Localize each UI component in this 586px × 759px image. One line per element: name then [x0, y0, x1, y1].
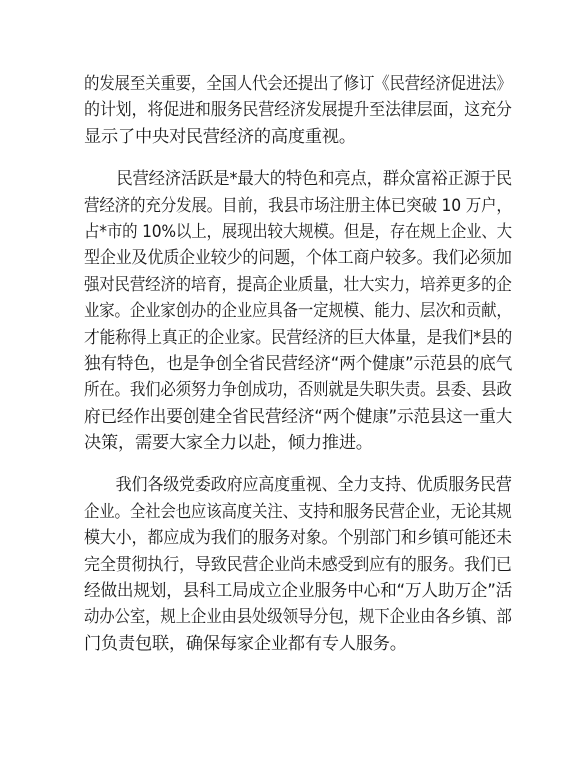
text-line: 经做出规划，县科工局成立企业服务中心和“万人助万企”活 — [84, 581, 513, 602]
text-line: 动办公室，规上企业由县处级领导分包，规下企业由各乡镇、部 — [84, 607, 512, 628]
text-line: 独有特色，也是争创全省民营经济“两个健康”示范县的底气 — [84, 353, 513, 374]
text-line: 才能称得上真正的企业家。民营经济的巨大体量，是我们*县的 — [84, 327, 513, 348]
text-line: 模大小，都应成为我们的服务对象。个别部门和乡镇可能还未 — [84, 528, 512, 549]
text-line: 占*市的 10%以上，展现出较大规模。但是，存在规上企业、大 — [84, 221, 512, 242]
text-line: 民营经济活跃是*最大的特色和亮点，群众富裕正源于民 — [84, 169, 513, 190]
text-line: 门负责包联，确保每家企业都有专人服务。 — [84, 633, 407, 654]
text-line: 业家。企业家创办的企业应具备一定规模、能力、层次和贡献， — [84, 301, 512, 322]
paragraph-gap — [84, 456, 512, 472]
text-line: 府已经作出要创建全省民营经济“两个健康”示范县这一重大 — [84, 406, 513, 427]
text-line: 企业。全社会也应该高度关注、支持和服务民营企业，无论其规 — [84, 501, 512, 522]
text-line: 营经济的充分发展。目前，我县市场注册主体已突破 10 万户， — [84, 195, 512, 216]
paragraph-gap — [84, 150, 512, 166]
text-line: 的发展至关重要，全国人代会还提出了修订《民营经济促进法》 — [84, 74, 512, 94]
paragraph-3 — [84, 472, 512, 657]
paragraph-1 — [84, 71, 512, 150]
text-line: 的计划，将促进和服务民营经济发展提升至法律层面，这充分 — [84, 100, 512, 121]
text-line: 显示了中央对民营经济的高度重视。 — [84, 126, 356, 147]
text-line: 所在。我们必须努力争创成功，否则就是失职失责。县委、县政 — [84, 380, 512, 401]
text-line: 强对民营经济的培育，提高企业质量，壮大实力，培养更多的企 — [84, 274, 512, 295]
paragraph-2 — [84, 166, 512, 456]
text-line: 决策，需要大家全力以赴，倾力推进。 — [84, 433, 373, 454]
text-line: 型企业及优质企业较少的问题，个体工商户较多。我们必须加 — [84, 248, 512, 269]
text-line: 完全贯彻执行，导致民营企业尚未感受到应有的服务。我们已 — [84, 554, 512, 575]
text-line: 我们各级党委政府应高度重视、全力支持、优质服务民营 — [84, 475, 512, 496]
document-body — [84, 71, 512, 657]
